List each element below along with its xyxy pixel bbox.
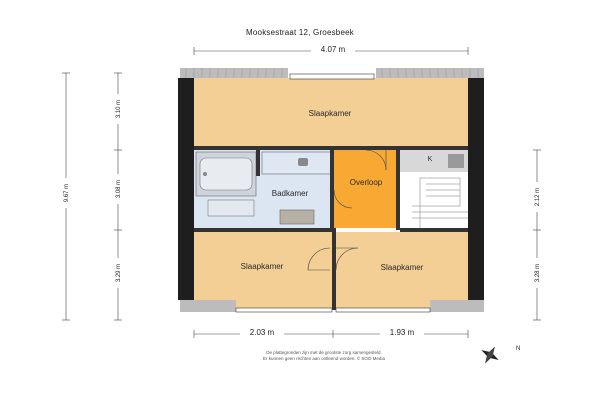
room-label-bottom-right-bedroom: Slaapkamer xyxy=(380,263,424,272)
room-label-bathroom: Badkamer xyxy=(271,189,309,198)
bottom-left-window xyxy=(236,308,332,312)
shower xyxy=(262,152,332,174)
top-window xyxy=(290,74,374,79)
right-mid-label: 2.12 m xyxy=(535,182,541,212)
room-label-bottom-left-bedroom: Slaapkamer xyxy=(240,262,284,271)
right-dimension-lines xyxy=(533,150,541,320)
room-label-closet: K xyxy=(427,156,433,163)
disclaimer-line-2: Er kunnen geen rechten aan ontleend worden. © SOO Media xyxy=(263,356,385,361)
stairwell xyxy=(400,172,468,228)
left-outer-wall xyxy=(178,78,194,300)
compass-north-label: N xyxy=(516,346,521,352)
disclaimer-line-1: De plattegronden zijn met de grootste zorg samengesteld. xyxy=(266,350,382,355)
top-width-label: 4.07 m xyxy=(311,45,355,54)
bottom-right-window xyxy=(336,308,430,312)
sink xyxy=(208,200,254,216)
left-total-label: 9.67 m xyxy=(64,178,70,208)
disclaimer-text xyxy=(214,350,434,362)
room-label-landing: Overloop xyxy=(349,178,383,187)
bottom-left-width-label: 2.03 m xyxy=(240,328,284,337)
room-landing xyxy=(334,150,396,228)
bottom-right-width-label: 1.93 m xyxy=(380,328,424,337)
plan-title: Mooksestraat 12, Groesbeek xyxy=(246,28,354,37)
left-dimension-lines xyxy=(62,73,122,320)
compass-rose xyxy=(480,345,500,365)
bottom-dimension-lines xyxy=(194,330,468,338)
toilet xyxy=(280,210,314,224)
right-bottom-label: 3.28 m xyxy=(535,258,541,288)
room-label-top-bedroom: Slaapkamer xyxy=(308,109,352,118)
left-top-label: 3.10 m xyxy=(116,94,122,124)
right-outer-wall xyxy=(468,78,484,300)
left-mid-label: 3.08 m xyxy=(116,174,122,204)
left-bottom-label: 3.29 m xyxy=(116,258,122,288)
